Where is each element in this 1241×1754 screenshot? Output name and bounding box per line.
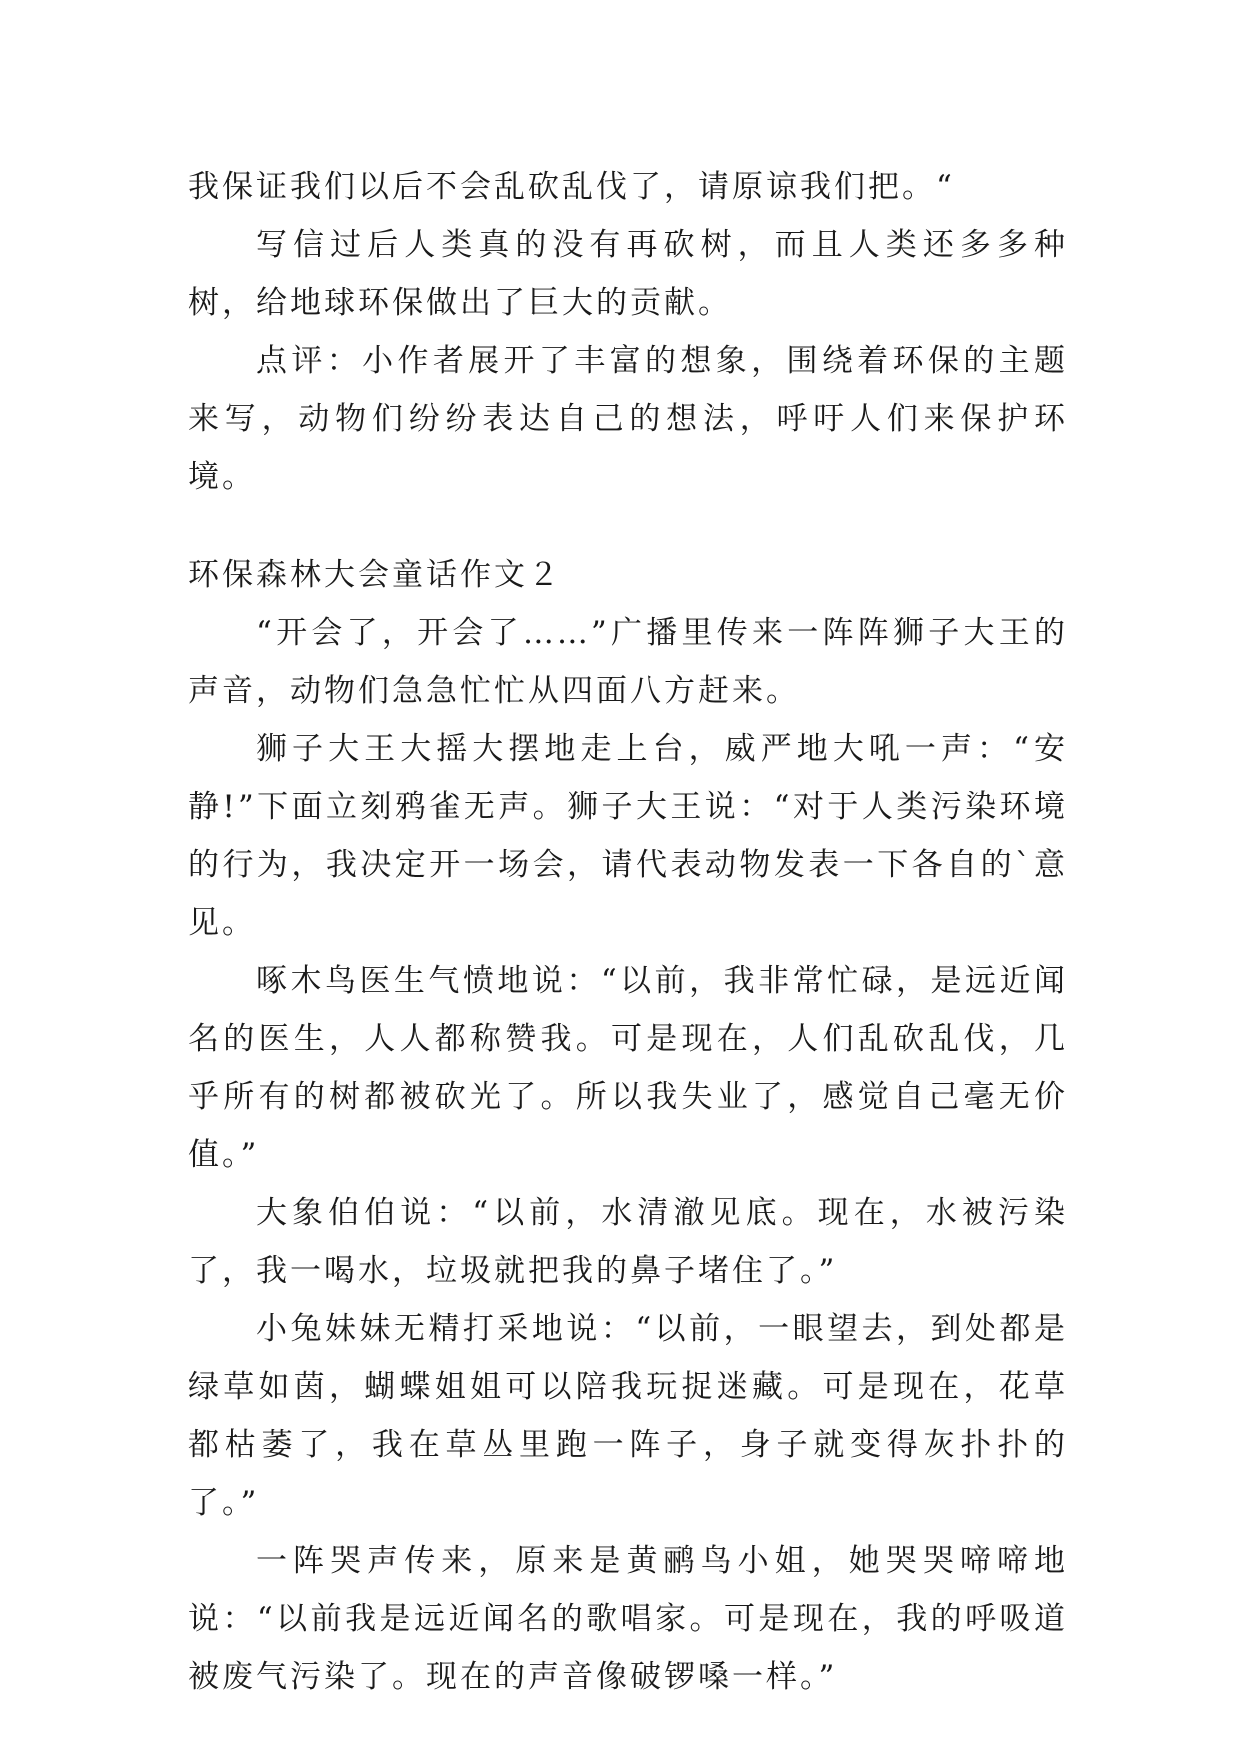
section-title: 环保森林大会童话作文２ — [188, 557, 562, 593]
paragraph-promise: 我保证我们以后不会乱砍乱伐了，请原谅我们把。“ — [188, 169, 955, 205]
paragraph-comment: 点评：小作者展开了丰富的想象，围绕着环保的主题来写，动物们纷纷表达自己的想法，呼吁人们来保护环境。 — [188, 343, 1068, 495]
paragraph-letter-result: 写信过后人类真的没有再砍树，而且人类还多多种树，给地球环保做出了巨大的贡献。 — [188, 227, 1068, 321]
paragraph-elephant: 大象伯伯说：“以前，水清澈见底。现在，水被污染了，我一喝水，垃圾就把我的鼻子堵住了。” — [188, 1195, 1068, 1289]
paragraph-lion-speech: 狮子大王大摇大摆地走上台，威严地大吼一声：“安静!”下面立刻鸦雀无声。狮子大王说：“对于人类污染环境的行为，我决定开一场会，请代表动物发表一下各自的`意见。 — [188, 731, 1068, 941]
paragraph-rabbit: 小兔妹妹无精打采地说：“以前，一眼望去，到处都是绿草如茵，蝴蝶姐姐可以陪我玩捉迷藏。可是现在，花草都枯萎了，我在草丛里跑一阵子，身子就变得灰扑扑的了。” — [188, 1311, 1068, 1521]
paragraph-oriole: 一阵哭声传来，原来是黄鹂鸟小姐，她哭哭啼啼地说：“以前我是远近闻名的歌唱家。可是现在，我的呼吸道被废气污染了。现在的声音像破锣嗓一样。” — [188, 1543, 1068, 1695]
paragraph-woodpecker: 啄木鸟医生气愤地说：“以前，我非常忙碌，是远近闻名的医生，人人都称赞我。可是现在，人们乱砍乱伐，几乎所有的树都被砍光了。所以我失业了，感觉自己毫无价值。” — [188, 963, 1068, 1173]
paragraph-meeting-start: “开会了，开会了……”广播里传来一阵阵狮子大王的声音，动物们急急忙忙从四面八方赶来。 — [188, 615, 1068, 709]
document-page — [188, 158, 1068, 1706]
